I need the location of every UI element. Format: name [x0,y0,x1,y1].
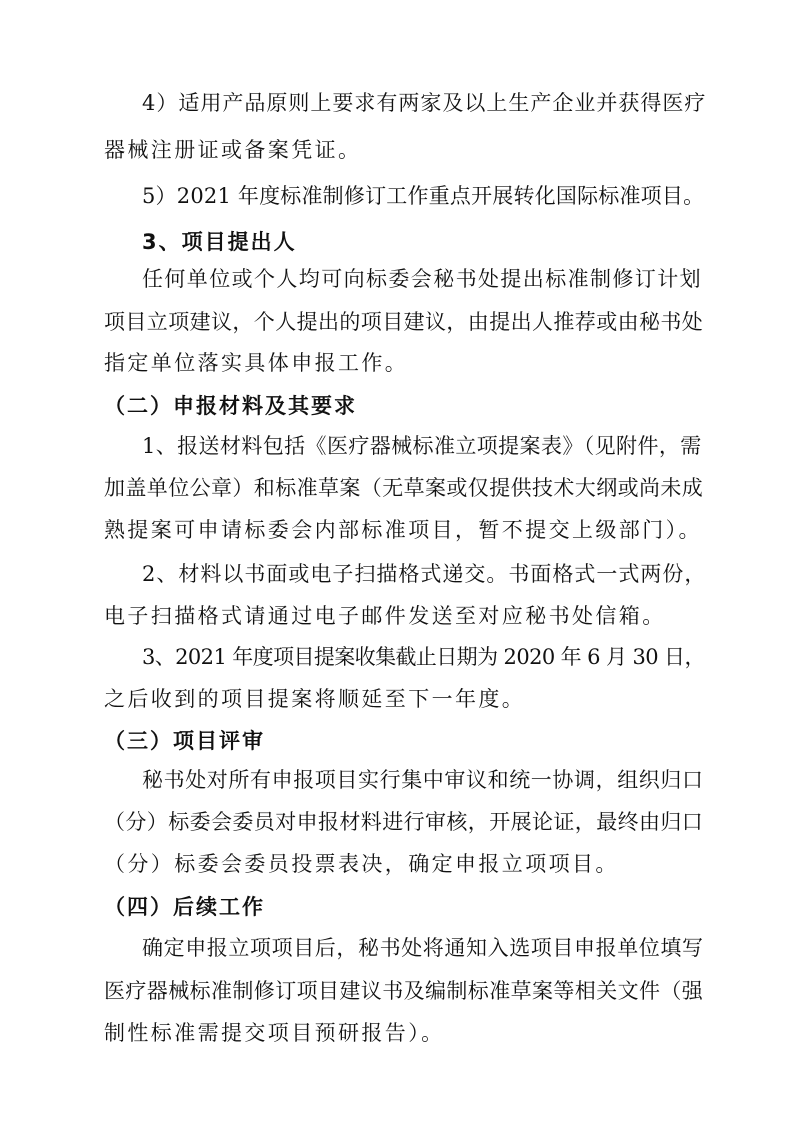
review-paragraph-line3: （分）标委会委员投票表决，确定申报立项项目。 [104,852,619,876]
followup-paragraph-line3: 制性标准需提交项目预研报告）。 [104,1021,445,1045]
list-item-5: 5）2021 年度标准制修订工作重点开展转化国际标准项目。 [142,184,705,208]
section-heading-3: 3、项目提出人 [142,230,297,254]
section-heading-three: （三）项目评审 [104,729,265,753]
materials-item-1-line3: 熟提案可申请标委会内部标准项目，暂不提交上级部门）。 [104,518,702,542]
materials-item-1-line2: 加盖单位公章）和标准草案（无草案或仅提供技术大纲或尚未成 [104,476,704,500]
materials-item-3-line1: 3、2021 年度项目提案收集截止日期为 2020 年 6 月 30 日， [142,645,705,669]
materials-item-2-line2: 电子扫描格式请通过电子邮件发送至对应秘书处信箱。 [104,604,666,628]
paragraph-proposer-line1: 任何单位或个人均可向标委会秘书处提出标准制修订计划 [142,267,702,291]
section-heading-four: （四）后续工作 [104,895,265,919]
materials-item-3-line2: 之后收到的项目提案将顺延至下一年度。 [104,687,526,711]
section-heading-two: （二）申报材料及其要求 [104,394,357,418]
list-item-4-continued: 器械注册证或备案凭证。 [104,138,362,162]
materials-item-1-line1: 1、报送材料包括《医疗器械标准立项提案表》（见附件，需 [142,434,702,458]
list-item-4: 4）适用产品原则上要求有两家及以上生产企业并获得医疗 [142,91,707,115]
paragraph-proposer-line2: 项目立项建议，个人提出的项目建议，由提出人推荐或由秘书处 [104,310,704,334]
paragraph-proposer-line3: 指定单位落实具体申报工作。 [104,351,409,375]
followup-paragraph-line1: 确定申报立项项目后，秘书处将通知入选项目申报单位填写 [142,936,704,960]
followup-paragraph-line2: 医疗器械标准制修订项目建议书及编制标准草案等相关文件（强 [104,979,704,1003]
review-paragraph-line1: 秘书处对所有申报项目实行集中审议和统一协调，组织归口 [142,768,704,792]
materials-item-2-line1: 2、材料以书面或电子扫描格式递交。书面格式一式两份， [142,562,707,586]
review-paragraph-line2: （分）标委会委员对申报材料进行审核，开展论证，最终由归口 [104,810,704,834]
